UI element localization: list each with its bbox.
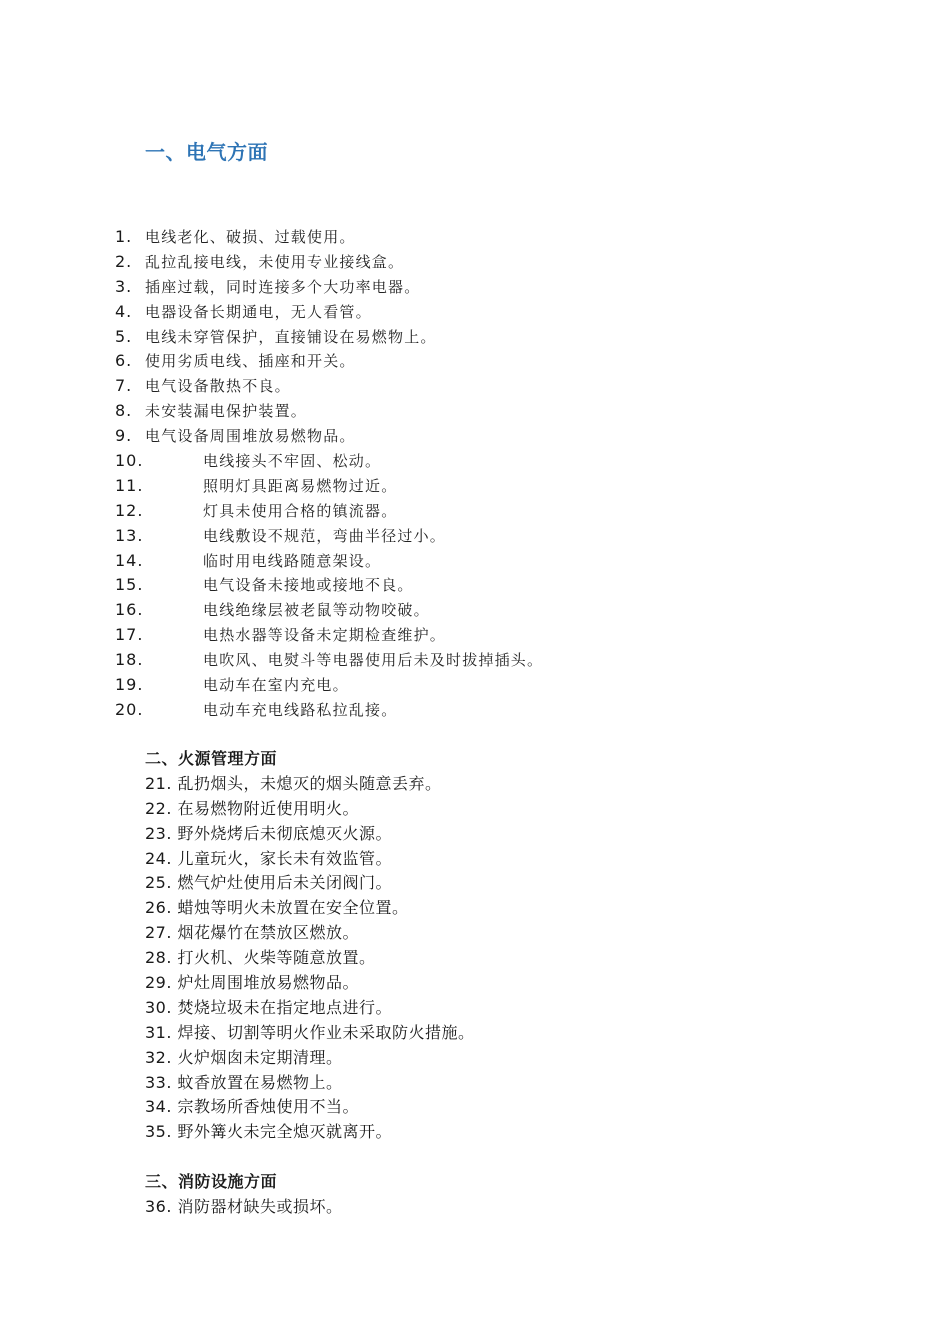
item-number: 11. [115,475,144,495]
item-number: 19. [115,675,144,695]
item-text: 乱拉乱接电线，未使用专业接线盒。 [145,252,405,271]
list-item: 25. 燃气炉灶使用后未关闭阀门。 [145,873,393,893]
item-text: 电气设备未接地或接地不良。 [203,576,414,595]
list-item [115,698,543,723]
section-1-heading: 一、电气方面 [145,140,268,164]
item-text: 未安装漏电保护装置。 [145,402,308,421]
item-text: 电线敷设不规范，弯曲半径过小。 [203,526,447,545]
list-item: 21. 乱扔烟头，未熄灭的烟头随意丢弃。 [145,773,442,793]
item-number: 7. [115,376,133,396]
list-item: 23. 野外烧烤后未彻底熄灭火源。 [145,823,393,843]
fire-facility-list [145,1195,343,1220]
electrical-hazard-list [115,225,543,723]
list-item [115,549,543,574]
list-item [115,598,543,623]
list-item: 35. 野外篝火未完全熄灭就离开。 [145,1122,393,1142]
list-item: 28. 打火机、火柴等随意放置。 [145,948,376,968]
item-text: 电动车充电线路私拉乱接。 [203,700,398,719]
list-item [115,499,543,524]
item-text: 电气设备散热不良。 [145,377,291,396]
list-item [115,424,543,449]
list-item [115,374,543,399]
item-text: 电气设备周围堆放易燃物品。 [145,427,356,446]
item-number: 14. [115,550,144,570]
list-item [115,225,543,250]
list-item [115,349,543,374]
item-text: 插座过载，同时连接多个大功率电器。 [145,277,421,296]
item-text: 临时用电线路随意架设。 [203,551,382,570]
item-number: 5. [115,326,133,346]
item-text: 照明灯具距离易燃物过近。 [203,476,398,495]
list-item [115,673,543,698]
item-text: 电动车在室内充电。 [203,676,349,695]
section-3 [145,1170,343,1220]
item-text: 电线未穿管保护，直接铺设在易燃物上。 [145,327,437,346]
item-number: 6. [115,351,133,371]
list-item: 36. 消防器材缺失或损坏。 [145,1196,343,1216]
list-item [115,648,543,673]
item-text: 电吹风、电熨斗等电器使用后未及时拔掉插头。 [203,651,544,670]
item-text: 电器设备长期通电，无人看管。 [145,302,372,321]
list-item: 33. 蚊香放置在易燃物上。 [145,1072,343,1092]
list-item [115,524,543,549]
list-item: 29. 炉灶周围堆放易燃物品。 [145,973,360,993]
item-text: 电线绝缘层被老鼠等动物咬破。 [203,601,430,620]
section-2-heading: 二、火源管理方面 [145,749,278,768]
list-item [115,325,543,350]
item-text: 电热水器等设备未定期检查维护。 [203,626,447,645]
list-item: 22. 在易燃物附近使用明火。 [145,798,360,818]
item-number: 17. [115,625,144,645]
list-item [115,399,543,424]
item-number: 2. [115,251,133,271]
list-item [115,275,543,300]
list-item: 31. 焊接、切割等明火作业未采取防火措施。 [145,1022,475,1042]
list-item: 32. 火炉烟囱未定期清理。 [145,1047,343,1067]
item-text: 灯具未使用合格的镇流器。 [203,501,398,520]
list-item [115,449,543,474]
list-item: 26. 蜡烛等明火未放置在安全位置。 [145,898,409,918]
fire-source-list [145,772,475,1145]
item-number: 4. [115,301,133,321]
list-item: 34. 宗教场所香烛使用不当。 [145,1097,360,1117]
item-number: 18. [115,650,144,670]
item-text: 使用劣质电线、插座和开关。 [145,352,356,371]
item-number: 12. [115,500,144,520]
item-number: 1. [115,227,133,246]
list-item [115,300,543,325]
list-item [115,573,543,598]
list-item: 30. 焚烧垃圾未在指定地点进行。 [145,997,393,1017]
item-number: 16. [115,600,144,620]
item-number: 20. [115,699,144,719]
item-number: 3. [115,276,133,296]
item-text: 电线接头不牢固、松动。 [203,452,382,471]
item-text: 电线老化、破损、过载使用。 [145,228,356,246]
item-number: 13. [115,525,144,545]
section-3-heading: 三、消防设施方面 [145,1172,278,1191]
item-number: 8. [115,401,133,421]
section-2 [145,747,475,1145]
item-number: 9. [115,426,133,446]
item-number: 15. [115,575,144,595]
list-item: 24. 儿童玩火，家长未有效监管。 [145,848,393,868]
list-item: 27. 烟花爆竹在禁放区燃放。 [145,923,360,943]
item-number: 10. [115,451,144,471]
list-item [115,250,543,275]
list-item [115,623,543,648]
list-item [115,474,543,499]
